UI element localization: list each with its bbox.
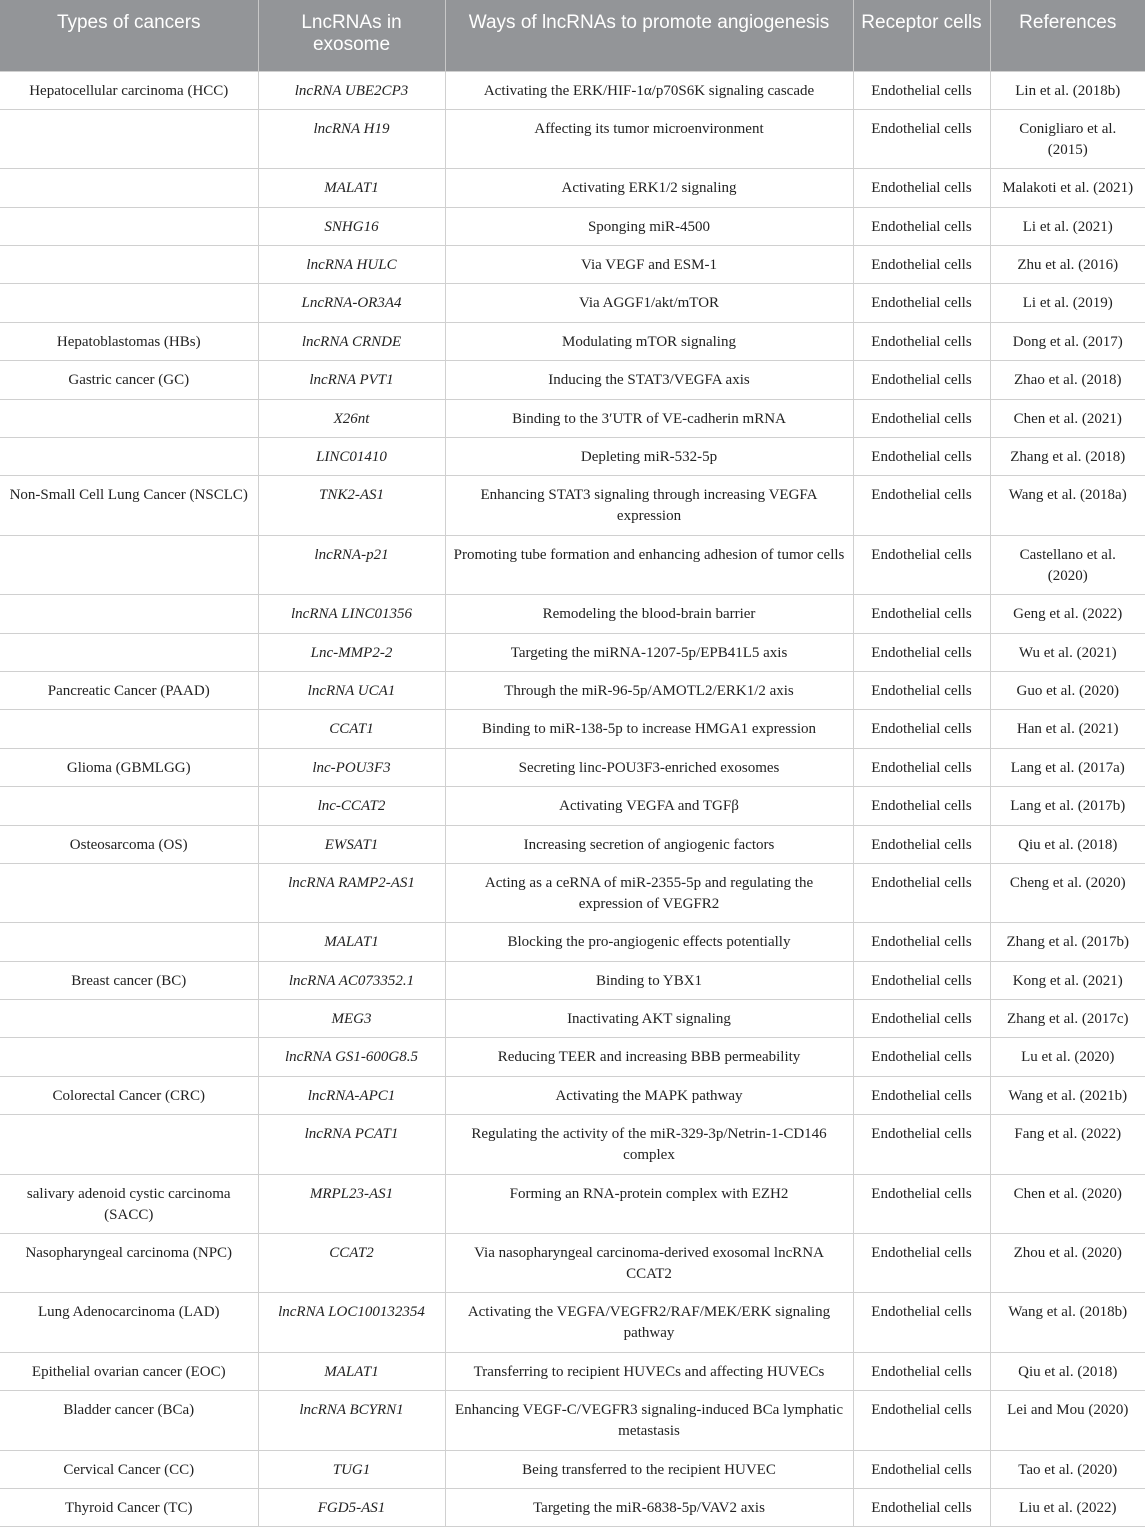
cell-lncrna: EWSAT1 — [258, 825, 445, 863]
cell-cancer-type — [0, 710, 258, 748]
cell-lncrna: lncRNA LINC01356 — [258, 595, 445, 633]
cell-reference: Qiu et al. (2018) — [990, 825, 1145, 863]
cell-lncrna: Lnc-MMP2-2 — [258, 633, 445, 671]
cell-cancer-type: Gastric cancer (GC) — [0, 361, 258, 399]
cell-receptor-cells: Endothelial cells — [853, 1391, 990, 1450]
header-references: References — [990, 0, 1145, 71]
cell-reference: Conigliaro et al. (2015) — [990, 109, 1145, 168]
cell-reference: Kong et al. (2021) — [990, 961, 1145, 999]
cell-lncrna: CCAT2 — [258, 1234, 445, 1293]
cell-receptor-cells: Endothelial cells — [853, 1450, 990, 1488]
cell-reference: Malakoti et al. (2021) — [990, 169, 1145, 207]
cell-cancer-type — [0, 1000, 258, 1038]
cell-receptor-cells: Endothelial cells — [853, 476, 990, 535]
cell-receptor-cells: Endothelial cells — [853, 109, 990, 168]
cell-reference: Liu et al. (2022) — [990, 1489, 1145, 1527]
cell-cancer-type — [0, 246, 258, 284]
cell-cancer-type — [0, 923, 258, 961]
cell-cancer-type — [0, 633, 258, 671]
cell-cancer-type — [0, 109, 258, 168]
cell-lncrna: MRPL23-AS1 — [258, 1174, 445, 1233]
cell-receptor-cells: Endothelial cells — [853, 748, 990, 786]
table-row — [0, 361, 1145, 399]
cell-cancer-type: Glioma (GBMLGG) — [0, 748, 258, 786]
cell-mechanism: Modulating mTOR signaling — [445, 322, 853, 360]
cell-reference: Wang et al. (2021b) — [990, 1076, 1145, 1114]
cell-cancer-type — [0, 399, 258, 437]
header-lncrnas-in-exosome: LncRNAs in exosome — [258, 0, 445, 71]
cell-reference: Lei and Mou (2020) — [990, 1391, 1145, 1450]
cell-reference: Wang et al. (2018b) — [990, 1293, 1145, 1352]
table-row — [0, 633, 1145, 671]
cell-receptor-cells: Endothelial cells — [853, 438, 990, 476]
cell-mechanism: Targeting the miR-6838-5p/VAV2 axis — [445, 1489, 853, 1527]
cell-mechanism: Regulating the activity of the miR-329-3p/Netrin-1-CD146 complex — [445, 1115, 853, 1174]
cell-receptor-cells: Endothelial cells — [853, 361, 990, 399]
cell-reference: Li et al. (2021) — [990, 207, 1145, 245]
cell-reference: Zhao et al. (2018) — [990, 361, 1145, 399]
cell-mechanism: Binding to the 3′UTR of VE-cadherin mRNA — [445, 399, 853, 437]
cell-mechanism: Enhancing VEGF-C/VEGFR3 signaling-induced BCa lymphatic metastasis — [445, 1391, 853, 1450]
cell-cancer-type: Breast cancer (BC) — [0, 961, 258, 999]
cell-lncrna: TUG1 — [258, 1450, 445, 1488]
cell-lncrna: lncRNA BCYRN1 — [258, 1391, 445, 1450]
header-ways-to-promote-angiogenesis: Ways of lncRNAs to promote angiogenesis — [445, 0, 853, 71]
cell-lncrna: lncRNA H19 — [258, 109, 445, 168]
cell-cancer-type — [0, 169, 258, 207]
cell-receptor-cells: Endothelial cells — [853, 207, 990, 245]
cell-cancer-type — [0, 207, 258, 245]
cell-lncrna: lnc-POU3F3 — [258, 748, 445, 786]
cell-mechanism: Forming an RNA-protein complex with EZH2 — [445, 1174, 853, 1233]
cell-receptor-cells: Endothelial cells — [853, 671, 990, 709]
cell-mechanism: Sponging miR-4500 — [445, 207, 853, 245]
cell-receptor-cells: Endothelial cells — [853, 169, 990, 207]
cell-lncrna: SNHG16 — [258, 207, 445, 245]
cell-receptor-cells: Endothelial cells — [853, 322, 990, 360]
table-row — [0, 825, 1145, 863]
cell-mechanism: Increasing secretion of angiogenic factors — [445, 825, 853, 863]
cell-cancer-type: Osteosarcoma (OS) — [0, 825, 258, 863]
cell-lncrna: lncRNA LOC100132354 — [258, 1293, 445, 1352]
table-row — [0, 595, 1145, 633]
cell-receptor-cells: Endothelial cells — [853, 1293, 990, 1352]
table-row — [0, 207, 1145, 245]
cell-mechanism: Remodeling the blood-brain barrier — [445, 595, 853, 633]
cell-mechanism: Inducing the STAT3/VEGFA axis — [445, 361, 853, 399]
table-header-row — [0, 0, 1145, 71]
table-row — [0, 1293, 1145, 1352]
table-row — [0, 961, 1145, 999]
cell-reference: Lang et al. (2017b) — [990, 787, 1145, 825]
cell-receptor-cells: Endothelial cells — [853, 399, 990, 437]
cell-reference: Lin et al. (2018b) — [990, 71, 1145, 109]
cell-receptor-cells: Endothelial cells — [853, 1234, 990, 1293]
cell-receptor-cells: Endothelial cells — [853, 787, 990, 825]
cell-receptor-cells: Endothelial cells — [853, 1174, 990, 1233]
cell-mechanism: Transferring to recipient HUVECs and affecting HUVECs — [445, 1352, 853, 1390]
cell-lncrna: lncRNA PCAT1 — [258, 1115, 445, 1174]
cell-lncrna: lnc-CCAT2 — [258, 787, 445, 825]
cell-lncrna: lncRNA HULC — [258, 246, 445, 284]
table-row — [0, 1115, 1145, 1174]
cell-lncrna: lncRNA RAMP2-AS1 — [258, 863, 445, 922]
cell-lncrna: lncRNA PVT1 — [258, 361, 445, 399]
cell-mechanism: Promoting tube formation and enhancing adhesion of tumor cells — [445, 535, 853, 594]
cell-cancer-type: Pancreatic Cancer (PAAD) — [0, 671, 258, 709]
table-row — [0, 1391, 1145, 1450]
cell-cancer-type: Nasopharyngeal carcinoma (NPC) — [0, 1234, 258, 1293]
cell-lncrna: lncRNA GS1-600G8.5 — [258, 1038, 445, 1076]
cell-cancer-type: Bladder cancer (BCa) — [0, 1391, 258, 1450]
table-row — [0, 671, 1145, 709]
cell-cancer-type — [0, 1115, 258, 1174]
cell-reference: Zhang et al. (2018) — [990, 438, 1145, 476]
cell-receptor-cells: Endothelial cells — [853, 923, 990, 961]
cell-mechanism: Via VEGF and ESM-1 — [445, 246, 853, 284]
cell-mechanism: Activating the ERK/HIF-1α/p70S6K signaling cascade — [445, 71, 853, 109]
table-row — [0, 438, 1145, 476]
cell-receptor-cells: Endothelial cells — [853, 1115, 990, 1174]
cell-reference: Chen et al. (2021) — [990, 399, 1145, 437]
table-row — [0, 1489, 1145, 1527]
table-row — [0, 71, 1145, 109]
cell-reference: Tao et al. (2020) — [990, 1450, 1145, 1488]
table-row — [0, 1000, 1145, 1038]
cell-receptor-cells: Endothelial cells — [853, 1076, 990, 1114]
table-row — [0, 1352, 1145, 1390]
cell-lncrna: CCAT1 — [258, 710, 445, 748]
cell-lncrna: MALAT1 — [258, 923, 445, 961]
cell-cancer-type: Thyroid Cancer (TC) — [0, 1489, 258, 1527]
cell-reference: Wu et al. (2021) — [990, 633, 1145, 671]
cell-cancer-type — [0, 1038, 258, 1076]
cell-cancer-type: Lung Adenocarcinoma (LAD) — [0, 1293, 258, 1352]
table-row — [0, 787, 1145, 825]
header-receptor-cells: Receptor cells — [853, 0, 990, 71]
cell-reference: Lu et al. (2020) — [990, 1038, 1145, 1076]
cell-lncrna: lncRNA-p21 — [258, 535, 445, 594]
cell-mechanism: Being transferred to the recipient HUVEC — [445, 1450, 853, 1488]
cell-mechanism: Binding to YBX1 — [445, 961, 853, 999]
cell-reference: Zhang et al. (2017c) — [990, 1000, 1145, 1038]
cell-receptor-cells: Endothelial cells — [853, 825, 990, 863]
table-row — [0, 476, 1145, 535]
cell-cancer-type — [0, 438, 258, 476]
table-row — [0, 863, 1145, 922]
cell-reference: Han et al. (2021) — [990, 710, 1145, 748]
cell-lncrna: lncRNA UBE2CP3 — [258, 71, 445, 109]
cell-mechanism: Affecting its tumor microenvironment — [445, 109, 853, 168]
cell-reference: Zhang et al. (2017b) — [990, 923, 1145, 961]
cell-receptor-cells: Endothelial cells — [853, 1000, 990, 1038]
cell-mechanism: Reducing TEER and increasing BBB permeability — [445, 1038, 853, 1076]
table-row — [0, 1450, 1145, 1488]
table-row — [0, 399, 1145, 437]
cell-lncrna: LncRNA-OR3A4 — [258, 284, 445, 322]
cell-receptor-cells: Endothelial cells — [853, 284, 990, 322]
table-row — [0, 1174, 1145, 1233]
cell-mechanism: Acting as a ceRNA of miR-2355-5p and regulating the expression of VEGFR2 — [445, 863, 853, 922]
cell-mechanism: Activating the VEGFA/VEGFR2/RAF/MEK/ERK signaling pathway — [445, 1293, 853, 1352]
table-row — [0, 535, 1145, 594]
cell-mechanism: Targeting the miRNA-1207-5p/EPB41L5 axis — [445, 633, 853, 671]
cell-reference: Fang et al. (2022) — [990, 1115, 1145, 1174]
cell-receptor-cells: Endothelial cells — [853, 710, 990, 748]
cell-reference: Guo et al. (2020) — [990, 671, 1145, 709]
cell-lncrna: X26nt — [258, 399, 445, 437]
cell-mechanism: Enhancing STAT3 signaling through increasing VEGFA expression — [445, 476, 853, 535]
table-row — [0, 923, 1145, 961]
cell-lncrna: lncRNA UCA1 — [258, 671, 445, 709]
table-row — [0, 748, 1145, 786]
cell-cancer-type — [0, 595, 258, 633]
cell-reference: Li et al. (2019) — [990, 284, 1145, 322]
cell-reference: Zhu et al. (2016) — [990, 246, 1145, 284]
cell-lncrna: MALAT1 — [258, 169, 445, 207]
cell-reference: Wang et al. (2018a) — [990, 476, 1145, 535]
cell-reference: Chen et al. (2020) — [990, 1174, 1145, 1233]
cell-cancer-type: Epithelial ovarian cancer (EOC) — [0, 1352, 258, 1390]
cell-cancer-type — [0, 787, 258, 825]
cell-reference: Geng et al. (2022) — [990, 595, 1145, 633]
cell-cancer-type: Colorectal Cancer (CRC) — [0, 1076, 258, 1114]
header-types-of-cancers: Types of cancers — [0, 0, 258, 71]
cell-receptor-cells: Endothelial cells — [853, 71, 990, 109]
cell-reference: Castellano et al. (2020) — [990, 535, 1145, 594]
cell-lncrna: lncRNA AC073352.1 — [258, 961, 445, 999]
cell-receptor-cells: Endothelial cells — [853, 1352, 990, 1390]
table-row — [0, 1234, 1145, 1293]
cell-reference: Lang et al. (2017a) — [990, 748, 1145, 786]
cell-mechanism: Depleting miR-532-5p — [445, 438, 853, 476]
table-row — [0, 246, 1145, 284]
table-row — [0, 1076, 1145, 1114]
table-row — [0, 1038, 1145, 1076]
cell-cancer-type: salivary adenoid cystic carcinoma (SACC) — [0, 1174, 258, 1233]
table-row — [0, 109, 1145, 168]
table-row — [0, 710, 1145, 748]
cell-receptor-cells: Endothelial cells — [853, 863, 990, 922]
cell-reference: Qiu et al. (2018) — [990, 1352, 1145, 1390]
cell-mechanism: Activating VEGFA and TGFβ — [445, 787, 853, 825]
cell-receptor-cells: Endothelial cells — [853, 246, 990, 284]
cell-mechanism: Through the miR-96-5p/AMOTL2/ERK1/2 axis — [445, 671, 853, 709]
cell-mechanism: Secreting linc-POU3F3-enriched exosomes — [445, 748, 853, 786]
cell-lncrna: MALAT1 — [258, 1352, 445, 1390]
cell-cancer-type: Hepatocellular carcinoma (HCC) — [0, 71, 258, 109]
cell-lncrna: FGD5-AS1 — [258, 1489, 445, 1527]
cell-cancer-type: Cervical Cancer (CC) — [0, 1450, 258, 1488]
cell-mechanism: Blocking the pro-angiogenic effects potentially — [445, 923, 853, 961]
table-row — [0, 322, 1145, 360]
cell-mechanism: Binding to miR-138-5p to increase HMGA1 expression — [445, 710, 853, 748]
cell-receptor-cells: Endothelial cells — [853, 595, 990, 633]
cell-cancer-type — [0, 535, 258, 594]
cell-lncrna: TNK2-AS1 — [258, 476, 445, 535]
cell-reference: Zhou et al. (2020) — [990, 1234, 1145, 1293]
cell-lncrna: MEG3 — [258, 1000, 445, 1038]
cell-receptor-cells: Endothelial cells — [853, 535, 990, 594]
table-row — [0, 284, 1145, 322]
cell-cancer-type — [0, 284, 258, 322]
table-row — [0, 169, 1145, 207]
cell-cancer-type: Hepatoblastomas (HBs) — [0, 322, 258, 360]
cell-mechanism: Inactivating AKT signaling — [445, 1000, 853, 1038]
cell-lncrna: LINC01410 — [258, 438, 445, 476]
cell-lncrna: lncRNA-APC1 — [258, 1076, 445, 1114]
cell-lncrna: lncRNA CRNDE — [258, 322, 445, 360]
cell-mechanism: Via nasopharyngeal carcinoma-derived exosomal lncRNA CCAT2 — [445, 1234, 853, 1293]
cell-receptor-cells: Endothelial cells — [853, 633, 990, 671]
cell-mechanism: Activating the MAPK pathway — [445, 1076, 853, 1114]
cell-mechanism: Via AGGF1/akt/mTOR — [445, 284, 853, 322]
cell-receptor-cells: Endothelial cells — [853, 961, 990, 999]
cell-receptor-cells: Endothelial cells — [853, 1489, 990, 1527]
cell-mechanism: Activating ERK1/2 signaling — [445, 169, 853, 207]
cell-cancer-type — [0, 863, 258, 922]
cell-cancer-type: Non-Small Cell Lung Cancer (NSCLC) — [0, 476, 258, 535]
cell-receptor-cells: Endothelial cells — [853, 1038, 990, 1076]
cell-reference: Cheng et al. (2020) — [990, 863, 1145, 922]
cell-reference: Dong et al. (2017) — [990, 322, 1145, 360]
